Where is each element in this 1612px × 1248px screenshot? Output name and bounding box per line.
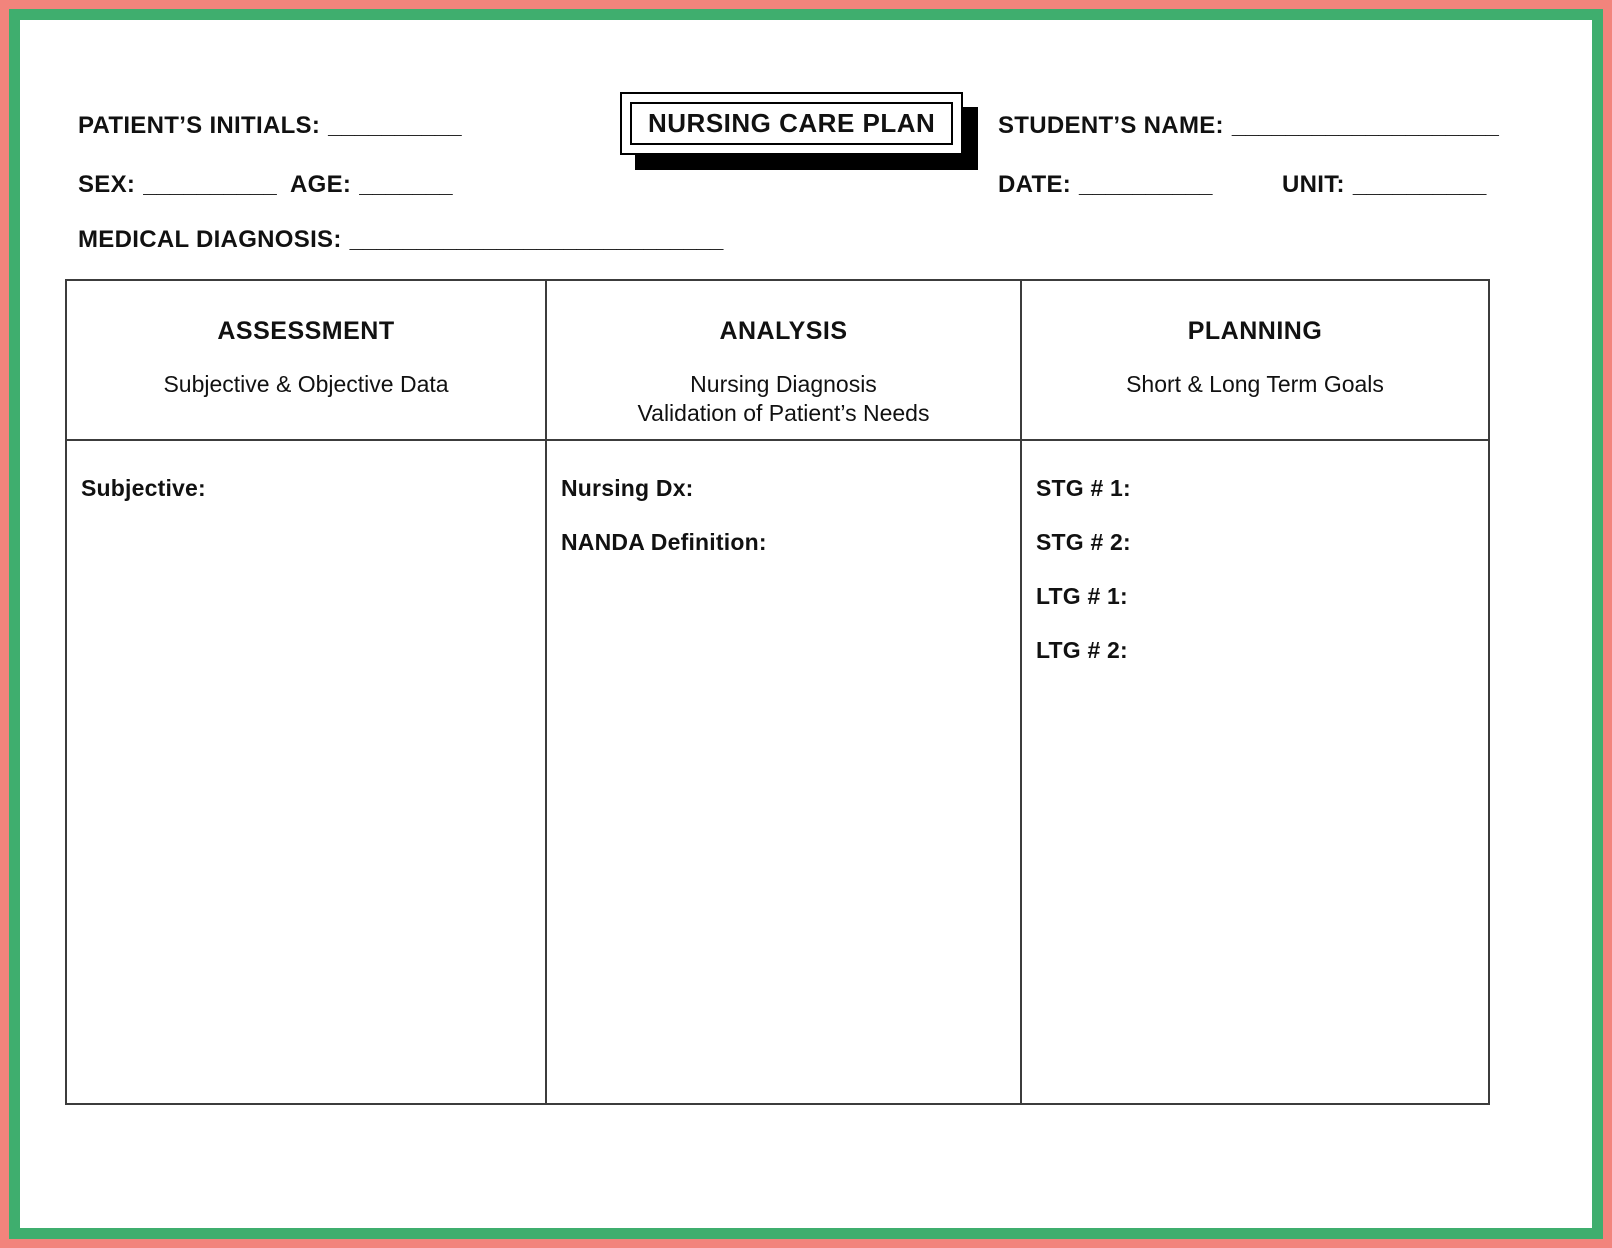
assessment-body-cell [67, 441, 547, 1103]
sex-label: SEX: [78, 171, 136, 198]
student-name-blank: ____________________ [1231, 112, 1499, 139]
planning-header-cell [1022, 281, 1488, 441]
unit-blank: __________ [1352, 171, 1487, 198]
analysis-header-cell [547, 281, 1022, 441]
planning-body-cell [1022, 441, 1488, 1103]
inner-frame [9, 9, 1603, 1239]
patient-initials-field [78, 112, 462, 140]
assessment-column-title: ASSESSMENT [217, 317, 395, 345]
planning-column-title: PLANNING [1187, 317, 1323, 345]
nursing-care-plan-form [20, 20, 1592, 1228]
planning-column-subtitle: Short & Long Term Goals [1126, 371, 1384, 397]
assessment-column-subtitle: Subjective & Objective Data [163, 371, 449, 397]
analysis-column-subtitle: Nursing Diagnosis [690, 371, 877, 397]
sex-blank: __________ [143, 171, 277, 198]
medical-diagnosis-blank: ____________________________ [349, 226, 724, 253]
patient-initials-label: PATIENT’S INITIALS: [78, 112, 321, 139]
care-plan-table [65, 279, 1490, 1105]
title-box [620, 92, 963, 155]
medical-diagnosis-label: MEDICAL DIAGNOSIS: [78, 226, 342, 253]
age-field [290, 171, 453, 199]
date-blank: __________ [1079, 171, 1213, 198]
nursing-dx-label: Nursing Dx: [561, 475, 694, 501]
patient-initials-blank: __________ [328, 112, 462, 139]
sex-field [78, 171, 277, 199]
ltg-1-label: LTG # 1: [1036, 583, 1128, 609]
analysis-column-subtitle-2: Validation of Patient’s Needs [637, 400, 930, 426]
student-name-field [998, 112, 1499, 140]
student-name-label: STUDENT’S NAME: [998, 112, 1224, 139]
stg-1-label: STG # 1: [1036, 475, 1131, 501]
subjective-label: Subjective: [81, 475, 206, 501]
date-field [998, 171, 1213, 199]
age-blank: _______ [359, 171, 453, 198]
unit-label: UNIT: [1282, 171, 1345, 198]
analysis-column-title: ANALYSIS [719, 317, 848, 345]
unit-field [1282, 171, 1486, 199]
medical-diagnosis-field [78, 226, 723, 254]
age-label: AGE: [290, 171, 352, 198]
assessment-header-cell [67, 281, 547, 441]
analysis-body-cell [547, 441, 1022, 1103]
date-label: DATE: [998, 171, 1072, 198]
page-title: NURSING CARE PLAN [630, 102, 953, 145]
ltg-2-label: LTG # 2: [1036, 637, 1128, 663]
stg-2-label: STG # 2: [1036, 529, 1131, 555]
nanda-definition-label: NANDA Definition: [561, 529, 767, 555]
